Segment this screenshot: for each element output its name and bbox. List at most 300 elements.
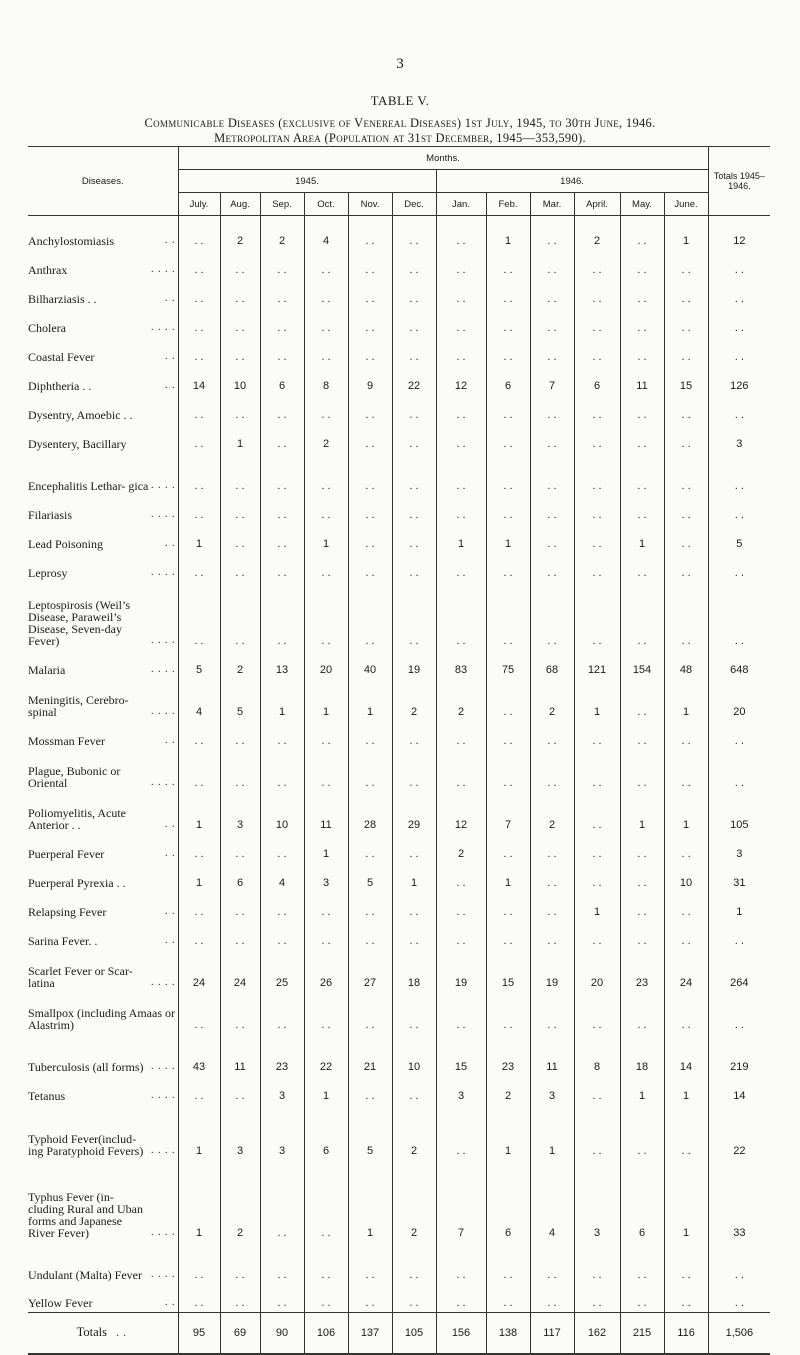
month-value: 12 (436, 366, 486, 395)
month-value: . . (348, 424, 392, 453)
month-value: . . (530, 992, 574, 1034)
month-value: . . (178, 250, 220, 279)
month-value: . . (574, 721, 620, 750)
table-row (28, 750, 770, 792)
month-value: . . (664, 424, 708, 453)
month-value: 7 (486, 792, 530, 834)
month-value: . . (220, 395, 260, 424)
disease-name-cell (28, 553, 178, 582)
month-value: . . (664, 750, 708, 792)
table-row (28, 721, 770, 750)
month-value: . . (348, 250, 392, 279)
month-value: . . (664, 553, 708, 582)
month-value: 75 (486, 650, 530, 679)
leader-dots: . . (165, 537, 176, 549)
table-row (28, 950, 770, 992)
disease-name: Bilharziasis . . (28, 291, 97, 306)
month-value: . . (260, 553, 304, 582)
month-value: 23 (260, 1034, 304, 1076)
month-value: . . (486, 453, 530, 495)
row-total: . . (708, 337, 770, 366)
row-total: 105 (708, 792, 770, 834)
month-value: 6 (220, 863, 260, 892)
disease-name-cell (28, 1284, 178, 1313)
disease-name-cell (28, 1034, 178, 1076)
leader-dots: . . . . (151, 1268, 176, 1280)
disease-name-cell (28, 337, 178, 366)
month-value: . . (392, 834, 436, 863)
month-value: 18 (392, 950, 436, 992)
row-total: 3 (708, 834, 770, 863)
row-total: . . (708, 453, 770, 495)
month-value: . . (392, 308, 436, 337)
month-value: . . (574, 1242, 620, 1284)
month-value: . . (620, 250, 664, 279)
month-value: . . (260, 308, 304, 337)
leader-dots: . . (165, 1297, 176, 1308)
leader-dots: . . . . (151, 508, 176, 520)
month-value: 2 (220, 650, 260, 679)
leader-dots: . . . . (151, 1226, 176, 1238)
month-value: . . (260, 834, 304, 863)
month-value: . . (348, 921, 392, 950)
month-value: 25 (260, 950, 304, 992)
month-value: . . (178, 750, 220, 792)
row-total: 219 (708, 1034, 770, 1076)
month-value: 43 (178, 1034, 220, 1076)
disease-name-cell (28, 650, 178, 679)
month-value: . . (260, 279, 304, 308)
subtitle-part: iseases (419, 116, 457, 130)
month-header: Feb. (486, 193, 530, 216)
month-value: 23 (486, 1034, 530, 1076)
month-value: . . (178, 921, 220, 950)
table-subtitle-line-2 (0, 131, 800, 146)
disease-name-cell (28, 1076, 178, 1105)
disease-name-cell (28, 1160, 178, 1242)
leader-dots: . . . . (151, 705, 176, 717)
month-value: 3 (574, 1160, 620, 1242)
month-value: . . (620, 553, 664, 582)
month-value: 2 (260, 216, 304, 250)
month-value: . . (664, 834, 708, 863)
month-value: . . (304, 921, 348, 950)
subtitle-part: rea (302, 131, 322, 145)
month-value: . . (436, 308, 486, 337)
subtitle-part: , 1945, (509, 116, 550, 130)
month-value: . . (574, 524, 620, 553)
subtitle-part: D (406, 116, 420, 130)
subtitle-part: to (549, 116, 562, 130)
month-value: . . (392, 992, 436, 1034)
table-row (28, 216, 770, 250)
month-value: . . (664, 1284, 708, 1313)
month-value: . . (392, 524, 436, 553)
month-value: . . (178, 279, 220, 308)
month-value: 24 (178, 950, 220, 992)
month-value: 1 (530, 1105, 574, 1160)
month-value: 4 (178, 679, 220, 721)
table-row (28, 553, 770, 582)
month-value: 2 (436, 679, 486, 721)
month-value: . . (348, 524, 392, 553)
disease-name: Tetanus (28, 1088, 66, 1103)
month-value: . . (348, 750, 392, 792)
disease-name: Anthrax (28, 262, 68, 277)
disease-name: Filariasis (28, 507, 72, 522)
row-total: . . (708, 395, 770, 424)
month-value: . . (486, 679, 530, 721)
month-value: . . (304, 395, 348, 424)
month-value: . . (664, 250, 708, 279)
month-value: . . (392, 453, 436, 495)
month-value: . . (530, 308, 574, 337)
month-value: . . (620, 424, 664, 453)
row-total: 264 (708, 950, 770, 992)
month-value: . . (620, 395, 664, 424)
month-value: . . (664, 495, 708, 524)
disease-name: Mossman Fever (28, 733, 105, 748)
month-value: . . (620, 453, 664, 495)
month-value: . . (392, 582, 436, 650)
month-value: . . (486, 582, 530, 650)
month-value: . . (392, 750, 436, 792)
month-total: 105 (392, 1313, 436, 1355)
disease-name: Undulant (Malta) Fever (28, 1267, 142, 1282)
month-total: 116 (664, 1313, 708, 1355)
month-value: 1 (348, 679, 392, 721)
month-value: . . (260, 750, 304, 792)
month-value: 19 (392, 650, 436, 679)
month-value: . . (436, 582, 486, 650)
month-value: 3 (220, 792, 260, 834)
month-value: 4 (304, 216, 348, 250)
month-value: . . (530, 834, 574, 863)
month-value: . . (220, 524, 260, 553)
month-value: 23 (620, 950, 664, 992)
month-value: . . (436, 453, 486, 495)
month-value: 19 (436, 950, 486, 992)
month-header: Oct. (304, 193, 348, 216)
month-value: 10 (260, 792, 304, 834)
month-value: . . (486, 553, 530, 582)
disease-table (28, 146, 770, 1355)
month-value: 2 (530, 679, 574, 721)
month-value: . . (486, 721, 530, 750)
month-value: . . (304, 1284, 348, 1313)
subtitle-part: , 1945—353,590). (489, 131, 586, 145)
month-value: . . (436, 337, 486, 366)
month-value: 1 (574, 892, 620, 921)
month-header: Nov. (348, 193, 392, 216)
month-value: . . (574, 553, 620, 582)
month-value: . . (530, 553, 574, 582)
month-value: . . (348, 395, 392, 424)
disease-name: Sarina Fever. . (28, 933, 98, 948)
subtitle-part: opulation (336, 131, 390, 145)
month-value: . . (620, 679, 664, 721)
month-value: 2 (436, 834, 486, 863)
disease-name: Dysentery, Bacillary (28, 436, 127, 451)
month-value: 1 (664, 1160, 708, 1242)
month-value: . . (220, 453, 260, 495)
row-total: . . (708, 279, 770, 308)
leader-dots: . . . . (151, 1144, 176, 1156)
month-value: 20 (304, 650, 348, 679)
month-value: . . (436, 553, 486, 582)
month-total: 138 (486, 1313, 530, 1355)
month-value: . . (260, 1160, 304, 1242)
month-value: 20 (574, 950, 620, 992)
month-value: . . (574, 1105, 620, 1160)
month-value: . . (304, 453, 348, 495)
month-value: . . (620, 216, 664, 250)
month-value: 1 (486, 524, 530, 553)
disease-name-cell (28, 1242, 178, 1284)
diseases-header: Diseases. (28, 147, 178, 216)
month-value: 29 (392, 792, 436, 834)
month-value: . . (620, 1242, 664, 1284)
month-value: 4 (260, 863, 304, 892)
month-value: 1 (178, 524, 220, 553)
leader-dots: . . (165, 818, 176, 830)
disease-name-cell (28, 279, 178, 308)
row-total: . . (708, 582, 770, 650)
month-value: . . (220, 721, 260, 750)
month-value: . . (260, 524, 304, 553)
row-total: 5 (708, 524, 770, 553)
month-value: 1 (664, 1076, 708, 1105)
table-row (28, 308, 770, 337)
year-1945-header: 1945. (178, 170, 436, 193)
table-row (28, 582, 770, 650)
subtitle-part: C (144, 116, 154, 130)
month-value: . . (178, 337, 220, 366)
month-value: . . (178, 216, 220, 250)
month-value: . . (620, 721, 664, 750)
month-value: . . (348, 582, 392, 650)
month-value: 1 (436, 524, 486, 553)
table-row (28, 1076, 770, 1105)
subtitle-part: 30 (561, 116, 579, 130)
month-value: 14 (664, 1034, 708, 1076)
month-value: . . (664, 524, 708, 553)
month-value: . . (220, 1284, 260, 1313)
month-value: . . (530, 216, 574, 250)
month-value: 1 (304, 524, 348, 553)
month-value: 10 (220, 366, 260, 395)
month-value: 11 (304, 792, 348, 834)
month-value: . . (574, 863, 620, 892)
row-total: 31 (708, 863, 770, 892)
month-value: . . (574, 424, 620, 453)
month-value: 4 (530, 1160, 574, 1242)
month-value: 1 (664, 216, 708, 250)
month-value: . . (530, 524, 574, 553)
subtitle-part: J (591, 116, 600, 130)
month-value: . . (620, 892, 664, 921)
month-value: 28 (348, 792, 392, 834)
month-value: 6 (260, 366, 304, 395)
disease-name: Anchylostomiasis (28, 233, 114, 248)
month-value: . . (392, 1076, 436, 1105)
month-value: . . (664, 582, 708, 650)
month-value: . . (220, 992, 260, 1034)
disease-name-cell (28, 366, 178, 395)
table-row (28, 1034, 770, 1076)
leader-dots: . . (165, 234, 176, 246)
month-value: . . (530, 921, 574, 950)
month-value: . . (530, 892, 574, 921)
subtitle-part: une (599, 116, 620, 130)
table-row (28, 524, 770, 553)
disease-name: Encephalitis Lethar- gica (28, 478, 149, 493)
month-value: . . (486, 395, 530, 424)
month-value: . . (486, 992, 530, 1034)
subtitle-part: iseases (237, 116, 275, 130)
month-value: . . (304, 308, 348, 337)
month-value: . . (664, 279, 708, 308)
month-value: . . (436, 495, 486, 524)
table-row (28, 650, 770, 679)
leader-dots: . . . . (151, 634, 176, 646)
month-value: . . (260, 337, 304, 366)
month-value: 1 (304, 834, 348, 863)
subtitle-part: exclusive of (282, 116, 351, 130)
leader-dots: . . . . (151, 566, 176, 578)
row-total: . . (708, 992, 770, 1034)
table-title: TABLE V. (370, 93, 430, 108)
month-value: . . (436, 750, 486, 792)
disease-name-cell (28, 921, 178, 950)
table-row (28, 834, 770, 863)
month-total: 137 (348, 1313, 392, 1355)
month-value: . . (436, 892, 486, 921)
subtitle-part: D (432, 131, 445, 145)
month-value: 11 (530, 1034, 574, 1076)
totals-label: Totals (76, 1325, 107, 1339)
table-subtitle-line-1 (0, 116, 800, 131)
row-total: 12 (708, 216, 770, 250)
month-total: 156 (436, 1313, 486, 1355)
month-value: . . (392, 279, 436, 308)
row-total: . . (708, 553, 770, 582)
month-total: 162 (574, 1313, 620, 1355)
month-value: 1 (178, 863, 220, 892)
month-value: . . (304, 1242, 348, 1284)
month-value: . . (664, 992, 708, 1034)
month-value: . . (348, 1076, 392, 1105)
subtitle-part: 31 (404, 131, 421, 145)
table-row (28, 892, 770, 921)
month-value: . . (486, 337, 530, 366)
month-value: . . (620, 863, 664, 892)
disease-name-cell (28, 453, 178, 495)
month-value: 3 (530, 1076, 574, 1105)
month-value: . . (220, 1242, 260, 1284)
month-value: 3 (220, 1105, 260, 1160)
month-value: . . (178, 1076, 220, 1105)
month-value: 1 (260, 679, 304, 721)
disease-name: Typhoid Fever(includ- ing Paratyphoid Fevers) (28, 1131, 144, 1158)
month-value: . . (348, 834, 392, 863)
disease-name: Coastal Fever (28, 349, 95, 364)
row-total: 22 (708, 1105, 770, 1160)
disease-name: Leptospirosis (Weil’s Disease, Paraweil’s Disease, Seven-day Fever) (28, 597, 131, 648)
month-value: 40 (348, 650, 392, 679)
month-value: . . (436, 721, 486, 750)
month-value: . . (178, 453, 220, 495)
month-value: . . (304, 892, 348, 921)
month-value: . . (304, 553, 348, 582)
month-value: . . (392, 395, 436, 424)
subtitle-part: M (214, 131, 226, 145)
table-row (28, 424, 770, 453)
month-value: . . (178, 395, 220, 424)
table-row (28, 395, 770, 424)
month-value: . . (220, 553, 260, 582)
month-value: . . (348, 721, 392, 750)
year-1946-header: 1946. (436, 170, 708, 193)
month-value: 1 (220, 424, 260, 453)
month-header: July. (178, 193, 220, 216)
month-value: . . (486, 750, 530, 792)
disease-name: Yellow Fever (28, 1296, 93, 1310)
month-value: 14 (178, 366, 220, 395)
month-value: 12 (436, 792, 486, 834)
month-value: . . (348, 892, 392, 921)
month-value: . . (348, 216, 392, 250)
subtitle-part: (P (321, 131, 337, 145)
month-value: 1 (178, 1105, 220, 1160)
month-value: . . (574, 337, 620, 366)
month-value: . . (392, 216, 436, 250)
month-value: . . (664, 892, 708, 921)
subtitle-part: th (578, 116, 592, 130)
month-value: 13 (260, 650, 304, 679)
month-value: . . (392, 250, 436, 279)
disease-name: Typhus Fever (in- cluding Rural and Uban forms and Japanese River Fever) (28, 1189, 143, 1240)
month-value: . . (260, 424, 304, 453)
month-value: . . (574, 1284, 620, 1313)
month-value: 7 (530, 366, 574, 395)
month-value: 15 (486, 950, 530, 992)
month-value: . . (620, 1105, 664, 1160)
month-value: . . (436, 921, 486, 950)
month-value: 18 (620, 1034, 664, 1076)
leader-dots: . . (165, 734, 176, 746)
month-value: . . (530, 721, 574, 750)
month-value: 3 (304, 863, 348, 892)
month-value: 1 (664, 679, 708, 721)
month-value: . . (348, 495, 392, 524)
row-total: . . (708, 1242, 770, 1284)
month-value: . . (178, 1284, 220, 1313)
month-value: 24 (220, 950, 260, 992)
disease-name-cell (28, 892, 178, 921)
month-value: 9 (348, 366, 392, 395)
disease-name: Leprosy (28, 565, 68, 580)
row-total: 14 (708, 1076, 770, 1105)
month-value: . . (530, 337, 574, 366)
month-value: 2 (486, 1076, 530, 1105)
month-value: . . (220, 279, 260, 308)
month-value: 1 (620, 524, 664, 553)
month-value: . . (486, 834, 530, 863)
month-value: 154 (620, 650, 664, 679)
month-value: . . (220, 750, 260, 792)
row-total: 3 (708, 424, 770, 453)
